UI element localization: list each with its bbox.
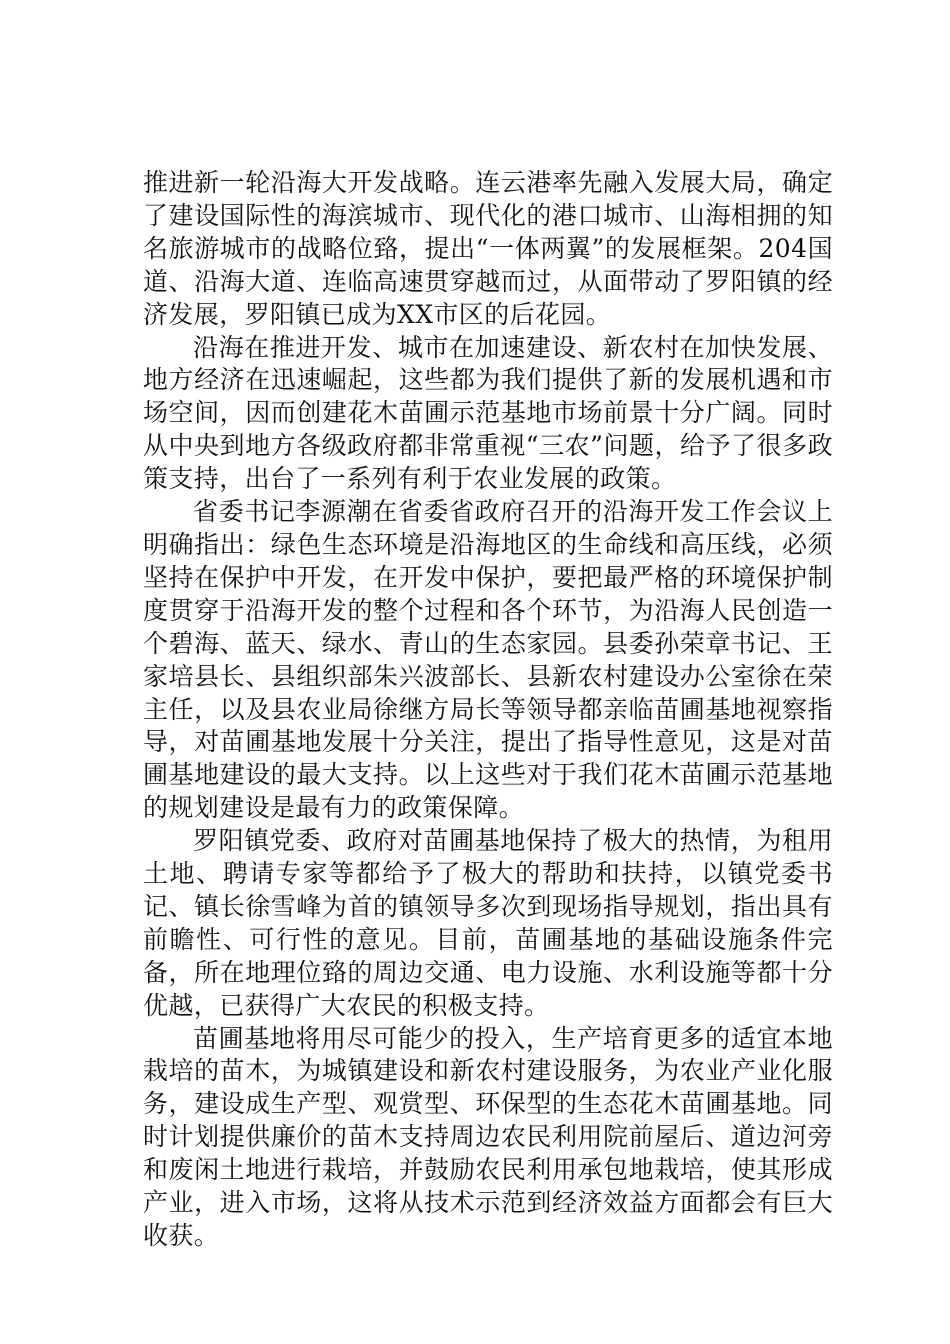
paragraph-4: 罗阳镇党委、政府对苗圃基地保持了极大的热情，为租用土地、聘请专家等都给予了极大的帮助和扶持，以镇党委书记、镇长徐雪峰为首的镇领导多次到现场指导规划，指出具有前瞻性、可行性的意见。目前，苗圃基地的基础设施条件完备，所在地理位臵的周边交通、电力设施、水利设施等都十分优越，已获得广大农民的积极支持。 (143, 826, 833, 1020)
paragraph-5: 苗圃基地将用尽可能少的投入，生产培育更多的适宜本地栽培的苗木，为城镇建设和新农村建设服务，为农业产业化服务，建设成生产型、观赏型、环保型的生态花木苗圃基地。同时计划提供廉价的苗木支持周边农民利用院前屋后、道边河旁和废闲土地进行栽培，并鼓励农民利用承包地栽培，使其形成产业，进入市场，这将从技术示范到经济效益方面都会有巨大收获。 (143, 1023, 833, 1250)
document-body (143, 167, 833, 1253)
paragraph-2: 沿海在推进开发、城市在加速建设、新农村在加快发展、地方经济在迅速崛起，这些都为我们提供了新的发展机遇和市场空间，因而创建花木苗圃示范基地市场前景十分广阔。同时从中央到地方各级政府都非常重视“三农”问题，给予了很多政策支持，出台了一系列有利于农业发展的政策。 (143, 332, 833, 494)
paragraph-1: 推进新一轮沿海大开发战略。连云港率先融入发展大局，确定了建设国际性的海滨城市、现代化的港口城市、山海相拥的知名旅游城市的战略位臵，提出“一体两翼”的发展框架。204国道、沿海大道、连临高速贯穿越而过，从面带动了罗阳镇的经济发展，罗阳镇已成为XX市区的后花园。 (143, 168, 833, 329)
paragraph-3: 省委书记李源潮在省委省政府召开的沿海开发工作会议上明确指出：绿色生态环境是沿海地区的生命线和高压线，必须坚持在保护中开发，在开发中保护，要把最严格的环境保护制度贯穿于沿海开发的整个过程和各个环节，为沿海人民创造一个碧海、蓝天、绿水、青山的生态家园。县委孙荣章书记、王家培县长、县组织部朱兴波部长、县新农村建设办公室徐在荣主任，以及县农业局徐继方局长等领导都亲临苗圃基地视察指导，对苗圃基地发展十分关注，提出了指导性意见，这是对苗圃基地建设的最大支持。以上这些对于我们花木苗圃示范基地的规划建设是最有力的政策保障。 (143, 497, 833, 823)
